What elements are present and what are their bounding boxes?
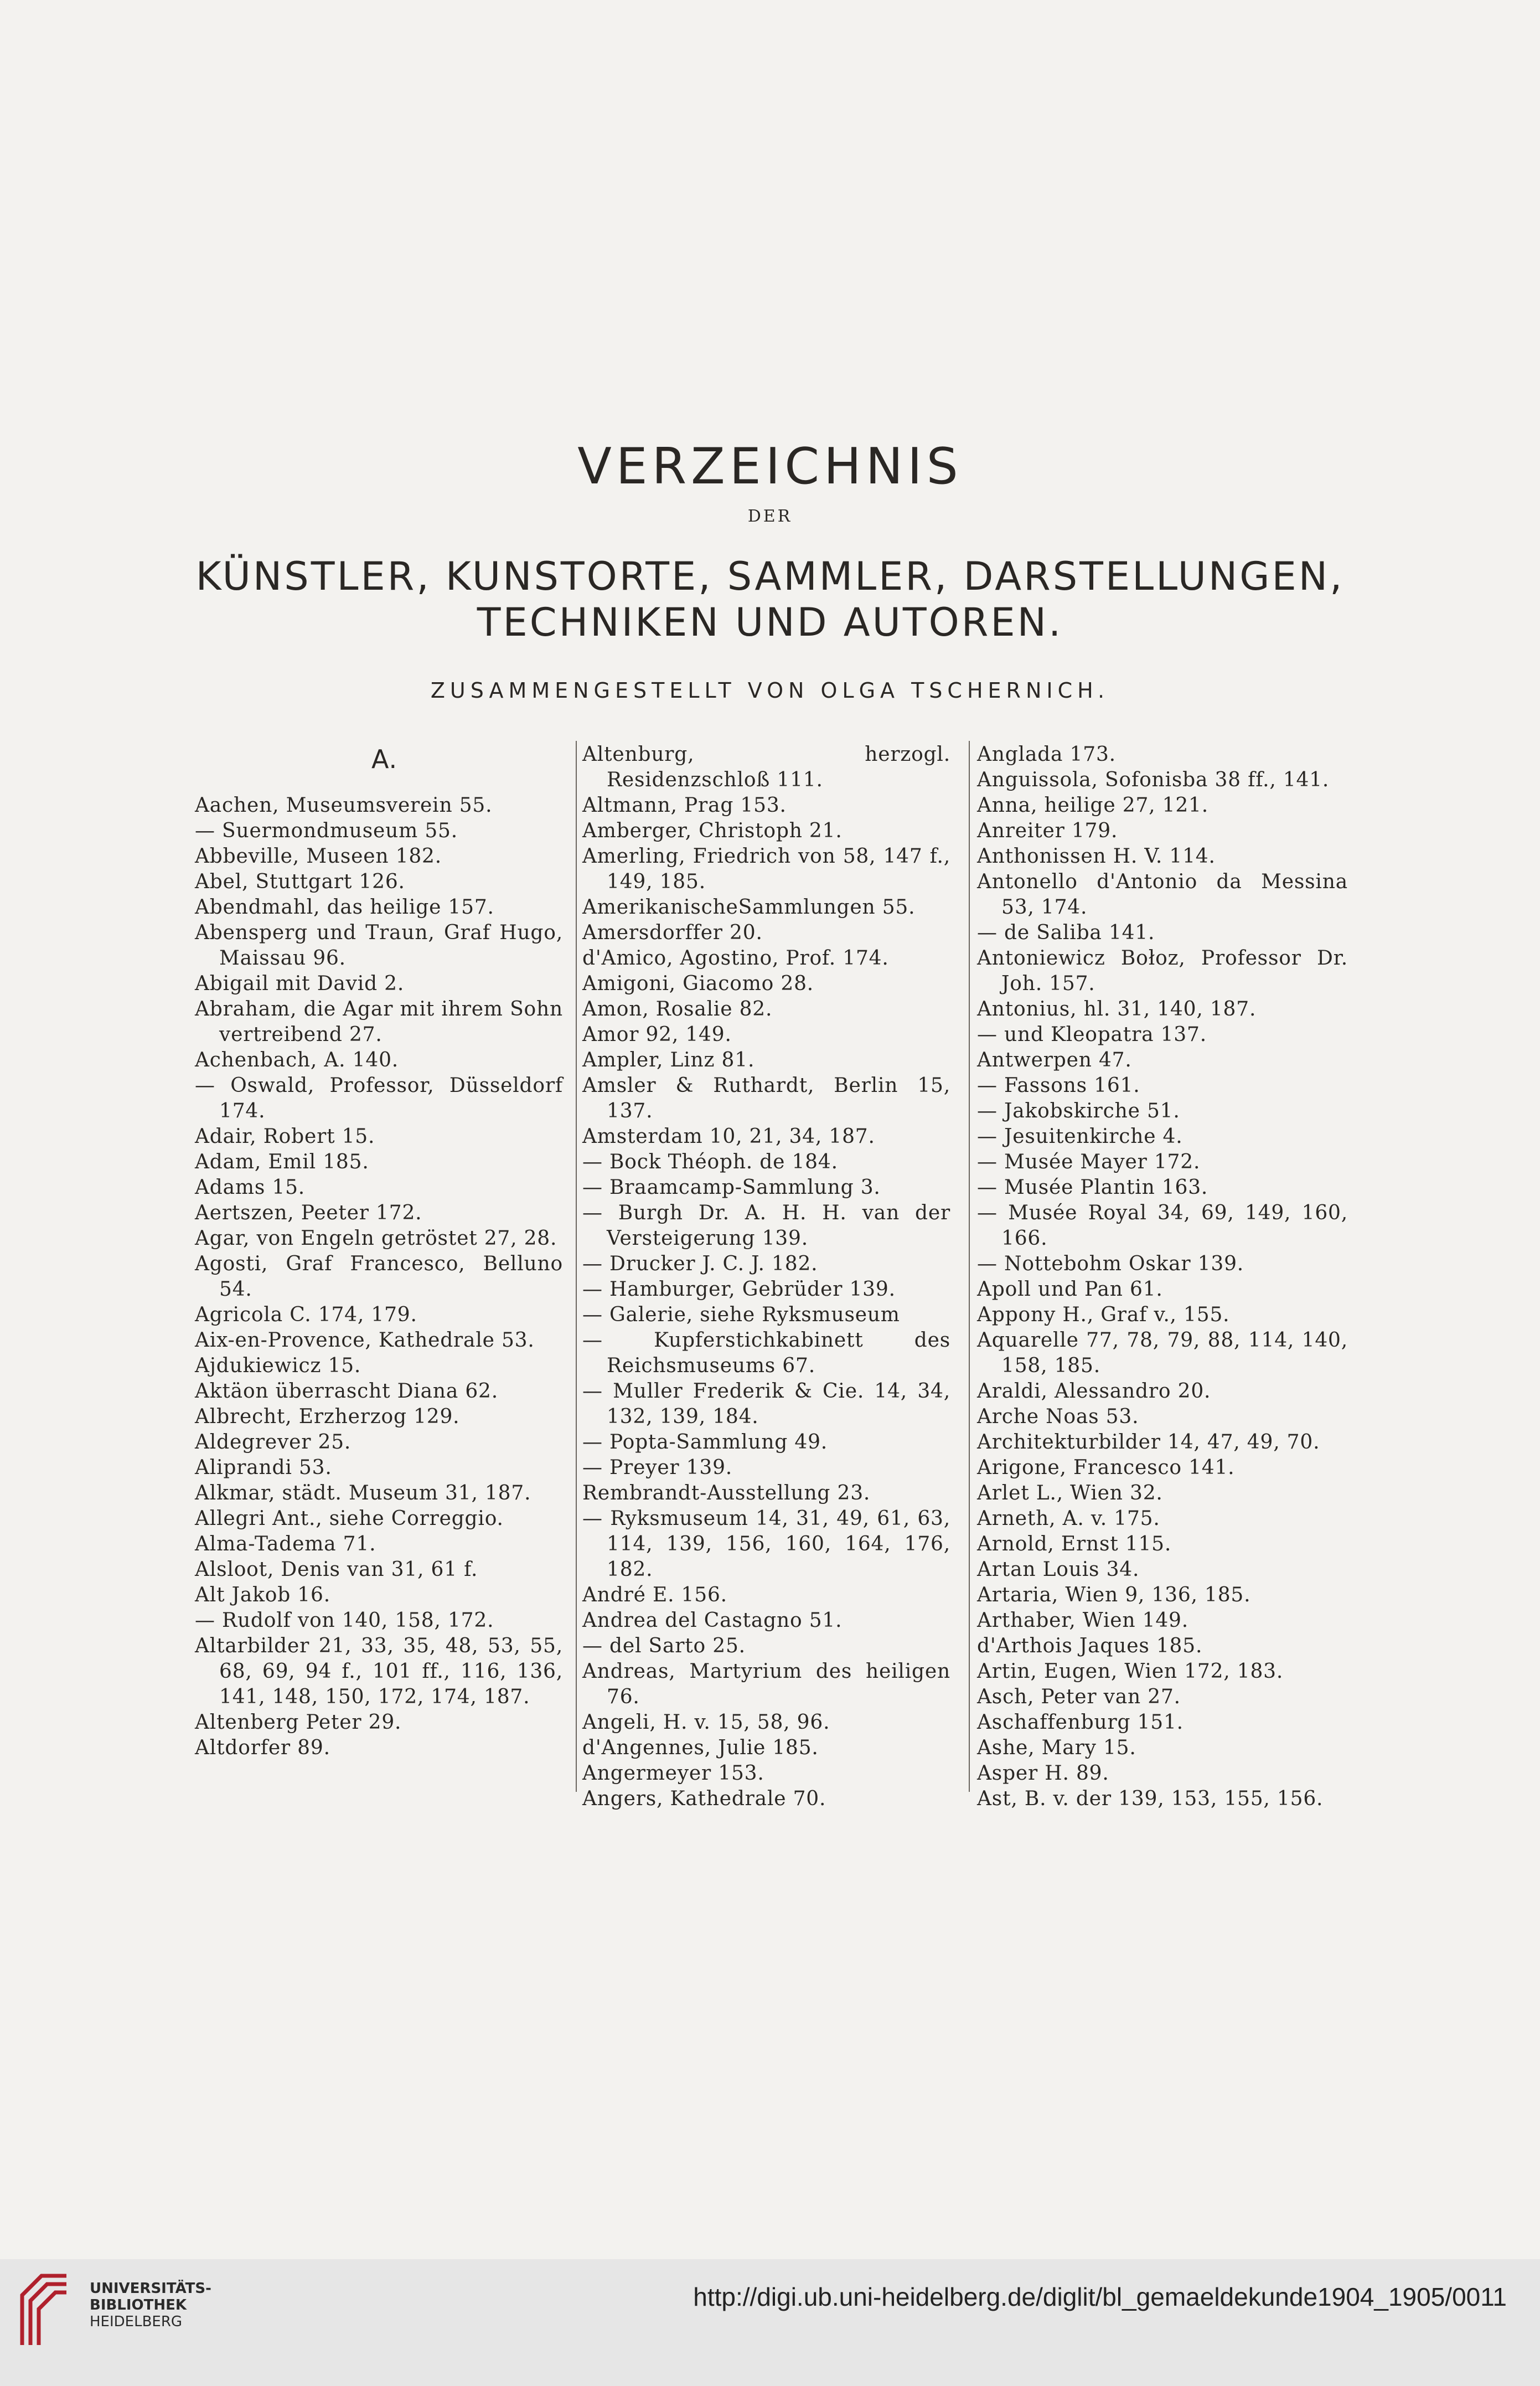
index-entry: Altarbilder 21, 33, 35, 48, 53, 55, 68, 69, 94 f., 101 ff., 116, 136, 141, 148, 150, 172, 174, 187.: [195, 1635, 563, 1708]
index-entry: Amerling, Friedrich von 58, 147 f., 149, 185.: [582, 845, 950, 893]
index-entry: Aktäon überrascht Diana 62.: [195, 1380, 498, 1403]
index-entry: Rembrandt-Ausstellung 23.: [582, 1482, 871, 1504]
index-entry: Andrea del Castagno 51.: [582, 1609, 843, 1632]
index-entry: Alkmar, städt. Museum 31, 187.: [195, 1482, 531, 1504]
index-entry: — Oswald, Professor, Düsseldorf 174.: [195, 1074, 563, 1122]
index-entry: — und Kleopatra 137.: [977, 1023, 1207, 1046]
index-entry: Araldi, Alessandro 20.: [977, 1380, 1211, 1403]
column-divider: [969, 741, 970, 1792]
index-entry: Angers, Kathedrale 70.: [582, 1787, 826, 1810]
library-logo-icon: [17, 2270, 72, 2348]
index-entry: — Musée Plantin 163.: [977, 1176, 1208, 1199]
index-entry: d'Arthois Jaques 185.: [977, 1635, 1203, 1657]
index-entry: AmerikanischeSammlungen 55.: [582, 896, 916, 919]
index-entry: Alma-Tadema 71.: [195, 1533, 376, 1555]
index-entry: Aldegrever 25.: [195, 1431, 352, 1454]
index-entry: Anguissola, Sofonisba 38 ff., 141.: [977, 769, 1330, 791]
index-entry: — Jesuitenkirche 4.: [977, 1125, 1183, 1148]
index-entry: — Musée Royal 34, 69, 149, 160, 166.: [977, 1202, 1348, 1250]
index-entry: Arnold, Ernst 115.: [977, 1533, 1172, 1555]
index-entry: d'Amico, Agostino, Prof. 174.: [582, 947, 889, 970]
index-entry: Anreiter 179.: [977, 820, 1118, 842]
section-letter: A.: [371, 744, 397, 774]
index-entry: — Rudolf von 140, 158, 172.: [195, 1609, 494, 1632]
page-title: VERZEICHNIS: [577, 437, 963, 496]
index-entry: Agricola C. 174, 179.: [195, 1303, 417, 1326]
index-entry: André E. 156.: [582, 1584, 727, 1606]
index-entry: — Galerie, siehe Ryksmuseum: [582, 1303, 900, 1326]
index-column-2: [582, 742, 950, 1810]
index-entry: Abensperg und Traun, Graf Hugo, Maissau 96.: [195, 921, 563, 970]
source-url-link[interactable]: http://digi.ub.uni-heidelberg.de/diglit/bl_gemaeldekunde1904_1905/0011: [693, 2282, 1507, 2311]
index-entry: Anthonissen H. V. 114.: [977, 845, 1216, 868]
index-entry: Achenbach, A. 140.: [195, 1049, 399, 1071]
index-entry: Aschaffenburg 151.: [977, 1711, 1184, 1734]
index-entry: Artin, Eugen, Wien 172, 183.: [977, 1660, 1284, 1683]
library-name-line-3: HEIDELBERG: [90, 2313, 183, 2330]
index-entry: Antoniewicz Bołoz, Professor Dr. Joh. 157.: [977, 947, 1348, 995]
index-entry: Asper H. 89.: [977, 1762, 1109, 1785]
index-entry: Allegri Ant., siehe Correggio.: [195, 1507, 504, 1530]
index-entry: Altenberg Peter 29.: [195, 1711, 402, 1734]
index-entry: Arche Noas 53.: [977, 1405, 1139, 1428]
index-entry: — Burgh Dr. A. H. H. van der Versteigerung 139.: [582, 1202, 950, 1250]
index-entry: — Jakobskirche 51.: [977, 1100, 1180, 1122]
index-entry: — Kupferstichkabinett des Reichsmuseums 67.: [582, 1329, 950, 1377]
index-entry: Ast, B. v. der 139, 153, 155, 156.: [977, 1787, 1324, 1810]
index-entry: Amigoni, Giacomo 28.: [582, 972, 814, 995]
index-entry: Aquarelle 77, 78, 79, 88, 114, 140, 158, 185.: [977, 1329, 1348, 1377]
index-entry: Amersdorffer 20.: [582, 921, 763, 944]
title-subtitle-line-1: KÜNSTLER, KUNSTORTE, SAMMLER, DARSTELLUNGEN,: [195, 554, 1345, 599]
index-entry: Aix-en-Provence, Kathedrale 53.: [195, 1329, 535, 1352]
index-entry: Altmann, Prag 153.: [582, 794, 787, 817]
index-entry: Abbeville, Museen 182.: [195, 845, 442, 868]
index-entry: Arlet L., Wien 32.: [977, 1482, 1163, 1504]
index-entry: Adam, Emil 185.: [195, 1151, 369, 1173]
index-entry: Agar, von Engeln getröstet 27, 28.: [195, 1227, 557, 1250]
library-name-line-1: UNIVERSITÄTS-: [90, 2280, 211, 2297]
index-entry: Abendmahl, das heilige 157.: [195, 896, 494, 919]
index-entry: Angermeyer 153.: [582, 1762, 764, 1785]
index-entry: Ashe, Mary 15.: [977, 1736, 1136, 1759]
column-divider: [576, 741, 577, 1792]
index-entry: Antonius, hl. 31, 140, 187.: [977, 998, 1257, 1021]
index-entry: d'Angennes, Julie 185.: [582, 1736, 819, 1759]
index-entry: Arthaber, Wien 149.: [977, 1609, 1188, 1632]
index-entry: Apoll und Pan 61.: [977, 1278, 1163, 1301]
index-entry: — Braamcamp-Sammlung 3.: [582, 1176, 881, 1199]
index-entry: — del Sarto 25.: [582, 1635, 746, 1657]
index-entry: Anglada 173.: [977, 743, 1116, 766]
index-entry: — Ryksmuseum 14, 31, 49, 61, 63, 114, 139, 156, 160, 164, 176, 182.: [582, 1507, 950, 1581]
index-entry: Abel, Stuttgart 126.: [195, 870, 405, 893]
index-entry: Aachen, Museumsverein 55.: [195, 794, 493, 817]
index-entry: Antwerpen 47.: [977, 1049, 1132, 1071]
index-entry: Appony H., Graf v., 155.: [977, 1303, 1230, 1326]
index-entry: Aliprandi 53.: [195, 1456, 332, 1479]
index-entry: — Musée Mayer 172.: [977, 1151, 1201, 1173]
index-entry: Amsler & Ruthardt, Berlin 15, 137.: [582, 1074, 950, 1122]
compiler-credit: ZUSAMMENGESTELLT VON OLGA TSCHERNICH.: [430, 678, 1110, 703]
index-entry: Amsterdam 10, 21, 34, 187.: [582, 1125, 875, 1148]
index-entry: Angeli, H. v. 15, 58, 96.: [582, 1711, 830, 1734]
index-entry: Amon, Rosalie 82.: [582, 998, 773, 1021]
index-entry: Alt Jakob 16.: [195, 1584, 330, 1606]
index-entry: — Drucker J. C. J. 182.: [582, 1253, 818, 1275]
index-entry: Amor 92, 149.: [582, 1023, 732, 1046]
index-entry: — Bock Théoph. de 184.: [582, 1151, 838, 1173]
index-entry: Artaria, Wien 9, 136, 185.: [977, 1584, 1251, 1606]
library-name-line-2: BIBLIOTHEK: [90, 2297, 187, 2313]
index-entry: Arigone, Francesco 141.: [977, 1456, 1235, 1479]
index-entry: Andreas, Martyrium des heiligen 76.: [582, 1660, 950, 1708]
index-entry: Altdorfer 89.: [195, 1736, 330, 1759]
index-entry: Artan Louis 34.: [977, 1558, 1140, 1581]
index-entry: Arneth, A. v. 175.: [977, 1507, 1160, 1530]
index-entry: — Preyer 139.: [582, 1456, 733, 1479]
index-column-3: [977, 742, 1348, 1810]
index-entry: Aertszen, Peeter 172.: [195, 1202, 422, 1224]
index-entry: — Suermondmuseum 55.: [195, 820, 458, 842]
index-entry: Amberger, Christoph 21.: [582, 820, 843, 842]
title-article: DER: [747, 507, 793, 526]
index-entry: Ajdukiewicz 15.: [195, 1354, 361, 1377]
index-entry: — Muller Frederik & Cie. 14, 34, 132, 139, 184.: [582, 1380, 950, 1428]
index-entry: Alsloot, Denis van 31, 61 f.: [195, 1558, 478, 1581]
index-entry: Abraham, die Agar mit ihrem Sohn vertreibend 27.: [195, 998, 563, 1046]
title-subtitle-line-2: TECHNIKEN UND AUTOREN.: [477, 600, 1063, 645]
index-entry: Abigail mit David 2.: [195, 972, 405, 995]
index-entry: — Hamburger, Gebrüder 139.: [582, 1278, 896, 1301]
index-column-1: [195, 742, 563, 1794]
index-entry: — Popta-Sammlung 49.: [582, 1431, 828, 1454]
index-entry: Ampler, Linz 81.: [582, 1049, 755, 1071]
index-entry: Anna, heilige 27, 121.: [977, 794, 1208, 817]
index-entry: Albrecht, Erzherzog 129.: [195, 1405, 460, 1428]
index-entry: Architekturbilder 14, 47, 49, 70.: [977, 1431, 1320, 1454]
index-entry: Adair, Robert 15.: [195, 1125, 375, 1148]
index-entry: — Nottebohm Oskar 139.: [977, 1253, 1244, 1275]
footer-bar: [0, 2259, 1540, 2386]
index-entry: Adams 15.: [195, 1176, 306, 1199]
index-entry: Asch, Peter van 27.: [977, 1686, 1181, 1708]
index-entry: Agosti, Graf Francesco, Belluno 54.: [195, 1253, 563, 1301]
index-entry: — Fassons 161.: [977, 1074, 1140, 1097]
index-entry: — de Saliba 141.: [977, 921, 1155, 944]
index-entry: Altenburg, herzogl. Residenzschloß 111.: [582, 743, 950, 791]
index-entry: Antonello d'Antonio da Messina 53, 174.: [977, 870, 1348, 919]
